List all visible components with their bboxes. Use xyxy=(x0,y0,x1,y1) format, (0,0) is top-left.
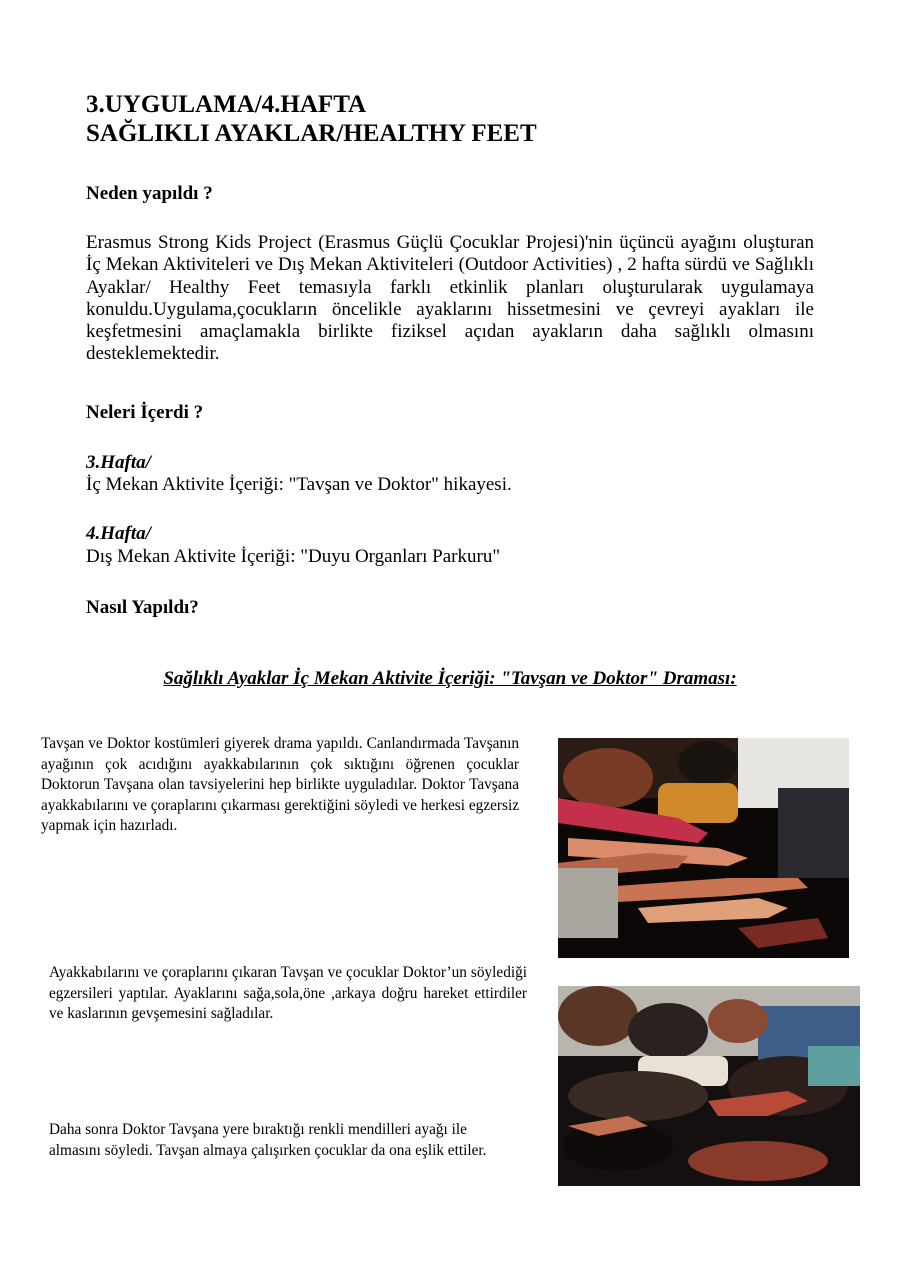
activity-text-1: Tavşan ve Doktor kostümleri giyerek drama yapıldı. Canlandırmada Tavşanın ayağının çok acıdığını ayakkabılarının çok sıktığını öğrenen çocuklar Doktorun Tavşana olan tavsiyelerini hep birlikte uyguladılar. Doktor Tavşana ayakkabılarını ve çoraplarını çıkarması gerektiğini söyledi ve herkesi egzersiz yapmak için hazırladı. xyxy=(41,735,519,835)
week3-label: 3.Hafta/ xyxy=(86,452,151,473)
section-title-suffix: : xyxy=(730,668,737,689)
what-heading: Neleri İçerdi ? xyxy=(86,402,204,423)
why-heading: Neden yapıldı ? xyxy=(86,183,213,204)
title-line-2: SAĞLIKLI AYAKLAR/HEALTHY FEET xyxy=(86,120,537,147)
how-heading: Nasıl Yapıldı? xyxy=(86,597,199,618)
week3-text: İç Mekan Aktivite İçeriği: "Tavşan ve Doktor" hikayesi. xyxy=(86,474,512,495)
activity-photo-2 xyxy=(558,986,860,1186)
why-paragraph: Erasmus Strong Kids Project (Erasmus Güçlü Çocuklar Projesi)'nin üçüncü ayağını oluşturan İç Mekan Aktiviteleri ve Dış Mekan Aktiviteleri (Outdoor Activities) , 2 hafta sürdü ve Sağlıklı Ayaklar/ Healthy Feet temasıyla farklı etkinlik planları oluşturularak uygulamaya konuldu.Uygulama,çocukların öncelikle ayaklarını hissetmesini ve çevreyi ayakları ile keşfetmesini amaçlamakla birlikte fiziksel açıdan ayakların daha sağlıklı olmasını desteklemektedir. xyxy=(86,232,814,365)
week4-text: Dış Mekan Aktivite İçeriği: "Duyu Organları Parkuru" xyxy=(86,546,501,567)
activity-photo-1 xyxy=(558,738,849,958)
section-title-text: Sağlıklı Ayaklar İç Mekan Aktivite İçeriği: "Tavşan ve Doktor" Draması xyxy=(163,668,731,689)
week4-label: 4.Hafta/ xyxy=(86,523,151,544)
title-line-1: 3.UYGULAMA/4.HAFTA xyxy=(86,91,367,118)
page-title xyxy=(86,90,537,148)
section-title xyxy=(0,668,900,690)
activity-text-3: Daha sonra Doktor Tavşana yere bıraktığı renkli mendilleri ayağı ile almasını söyledi. Tavşan almaya çalışırken çocuklar da ona eşlik ettiler. xyxy=(49,1121,487,1159)
activity-text-2: Ayakkabılarını ve çoraplarını çıkaran Tavşan ve çocuklar Doktor’un söylediği egzersileri yaptılar. Ayaklarını sağa,sola,öne ,arkaya doğru hareket ettirdiler ve kaslarının gevşemesini sağladılar. xyxy=(49,964,527,1023)
